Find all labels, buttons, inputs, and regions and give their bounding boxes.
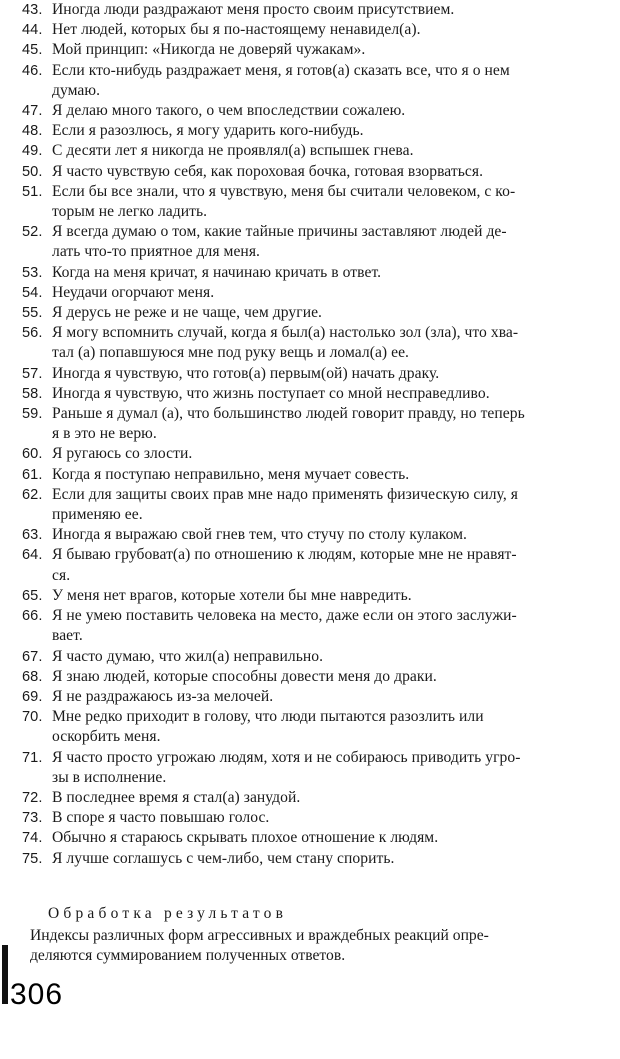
- item-number: 53.: [22, 264, 43, 281]
- item-number: 50.: [22, 163, 43, 180]
- results-section-title: Обработка результатов: [48, 905, 288, 922]
- item-number: 61.: [22, 466, 43, 483]
- item-number: 69.: [22, 688, 43, 705]
- item-number: 70.: [22, 709, 43, 726]
- item-number: 73.: [22, 810, 43, 827]
- item-number: 64.: [22, 547, 43, 564]
- item-number: 56.: [22, 325, 43, 342]
- item-number: 47.: [22, 103, 43, 120]
- list-item: [22, 162, 618, 182]
- item-text: Я не умею поставить человека на место, даже если он этого заслужи- вает.: [52, 607, 517, 645]
- item-text: Я ругаюсь со злости.: [52, 445, 193, 463]
- list-item: [22, 61, 618, 101]
- list-item: [22, 404, 618, 444]
- item-number: 66.: [22, 608, 43, 625]
- list-item: [22, 40, 618, 60]
- item-number: 54.: [22, 284, 43, 301]
- list-item: [22, 525, 618, 545]
- item-text: В споре я часто повышаю голос.: [52, 809, 270, 827]
- list-item: [22, 687, 618, 707]
- item-text: С десяти лет я никогда не проявлял(а) вспышек гнева.: [52, 142, 414, 160]
- item-text: Я не раздражаюсь из-за мелочей.: [52, 687, 274, 705]
- item-number: 58.: [22, 385, 43, 402]
- list-item: [22, 182, 618, 222]
- item-number: 51.: [22, 183, 43, 200]
- item-text: Нет людей, которых бы я по-настоящему ненавидел(а).: [52, 21, 421, 39]
- item-number: 74.: [22, 830, 43, 847]
- item-number: 62.: [22, 486, 43, 503]
- page-number: 306: [10, 978, 64, 1011]
- list-item: [22, 485, 618, 525]
- item-text: Я всегда думаю о том, какие тайные причины заставляют людей де- лать что-то приятное для меня.: [52, 223, 507, 261]
- list-item: [22, 263, 618, 283]
- item-number: 43.: [22, 2, 43, 18]
- list-item: [22, 364, 618, 384]
- item-text: Когда я поступаю неправильно, меня мучает совесть.: [52, 465, 410, 483]
- item-number: 67.: [22, 648, 43, 665]
- list-item: [22, 283, 618, 303]
- list-item: [22, 384, 618, 404]
- item-text: Я часто думаю, что жил(а) неправильно.: [52, 647, 324, 665]
- list-item: [22, 808, 618, 828]
- list-item: [22, 586, 618, 606]
- item-number: 75.: [22, 850, 43, 867]
- list-item: [22, 788, 618, 808]
- list-item: [22, 323, 618, 363]
- item-number: 48.: [22, 123, 43, 140]
- margin-rule: [2, 945, 8, 1004]
- list-item: [22, 606, 618, 646]
- item-text: Я дерусь не реже и не чаще, чем другие.: [52, 304, 323, 322]
- item-text: Я делаю много такого, о чем впоследствии сожалею.: [52, 102, 406, 120]
- item-text: Неудачи огорчают меня.: [52, 283, 215, 301]
- list-item: [22, 444, 618, 464]
- list-item: [22, 545, 618, 585]
- list-item: [22, 748, 618, 788]
- item-number: 44.: [22, 22, 43, 39]
- item-text: Я бываю грубоват(а) по отношению к людям, которые мне не нравят- ся.: [52, 546, 517, 584]
- item-text: В последнее время я стал(а) занудой.: [52, 788, 301, 806]
- list-item: [22, 707, 618, 747]
- item-number: 71.: [22, 749, 43, 766]
- item-text: Я лучше соглашусь с чем-либо, чем стану спорить.: [52, 849, 395, 867]
- item-text: Обычно я стараюсь скрывать плохое отношение к людям.: [52, 829, 439, 847]
- item-text: Мне редко приходит в голову, что люди пытаются разозлить или оскорбить меня.: [52, 708, 484, 746]
- list-item: [22, 849, 618, 869]
- item-number: 65.: [22, 587, 43, 604]
- item-text: Иногда я чувствую, что жизнь поступает со мной несправедливо.: [52, 384, 490, 402]
- list-item: [22, 20, 618, 40]
- item-number: 59.: [22, 406, 43, 423]
- item-text: Если я разозлюсь, я могу ударить кого-нибудь.: [52, 122, 364, 140]
- item-number: 57.: [22, 365, 43, 382]
- item-text: Когда на меня кричат, я начинаю кричать в ответ.: [52, 263, 382, 281]
- item-text: Иногда я выражаю свой гнев тем, что стучу по столу кулаком.: [52, 526, 468, 544]
- item-number: 46.: [22, 62, 43, 79]
- item-number: 63.: [22, 527, 43, 544]
- item-number: 49.: [22, 143, 43, 160]
- list-item: [22, 222, 618, 262]
- item-text: Раньше я думал (а), что большинство людей говорит правду, но теперь я в это не верю.: [52, 405, 525, 443]
- list-item: [22, 303, 618, 323]
- list-item: [22, 667, 618, 687]
- list-item: [22, 0, 618, 20]
- item-text: Иногда я чувствую, что готов(а) первым(ой) начать драку.: [52, 364, 440, 382]
- item-text: У меня нет врагов, которые хотели бы мне навредить.: [52, 586, 412, 604]
- list-item: [22, 647, 618, 667]
- item-number: 60.: [22, 446, 43, 463]
- item-number: 68.: [22, 668, 43, 685]
- results-section-body: Индексы различных форм агрессивных и враждебных реакций опре- деляются суммированием полученных ответов.: [30, 927, 489, 965]
- questionnaire-page: [22, 0, 618, 869]
- item-text: Я могу вспомнить случай, когда я был(а) настолько зол (зла), что хва- тал (а) попавшуюся мне под руку вещь и ломал(а) ее.: [52, 324, 519, 362]
- item-text: Если бы все знали, что я чувствую, меня бы считали человеком, с ко- торым не легко ладить.: [52, 182, 516, 221]
- item-text: Я часто просто угрожаю людям, хотя и не собираюсь приводить угро- зы в исполнение.: [52, 748, 521, 786]
- questionnaire-items: [22, 0, 618, 869]
- item-text: Я часто чувствую себя, как пороховая бочка, готовая взорваться.: [52, 162, 484, 180]
- item-number: 45.: [22, 42, 43, 59]
- list-item: [22, 141, 618, 161]
- item-number: 72.: [22, 789, 43, 806]
- list-item: [22, 828, 618, 848]
- item-text: Если кто-нибудь раздражает меня, я готов(а) сказать все, что я о нем думаю.: [52, 61, 510, 99]
- item-text: Если для защиты своих прав мне надо применять физическую силу, я применяю ее.: [52, 485, 518, 524]
- list-item: [22, 101, 618, 121]
- item-number: 52.: [22, 224, 43, 241]
- item-text: Иногда люди раздражают меня просто своим присутствием.: [52, 1, 455, 18]
- item-number: 55.: [22, 305, 43, 322]
- item-text: Мой принцип: «Никогда не доверяй чужакам».: [52, 41, 366, 59]
- list-item: [22, 465, 618, 485]
- item-text: Я знаю людей, которые способны довести меня до драки.: [52, 667, 437, 685]
- list-item: [22, 121, 618, 141]
